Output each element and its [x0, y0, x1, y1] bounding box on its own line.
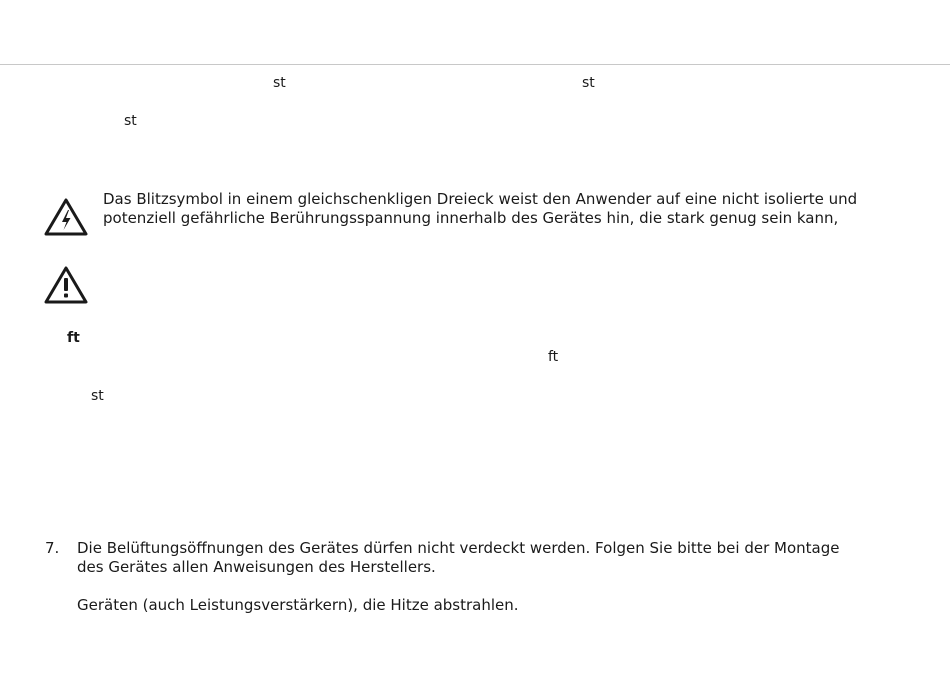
- text-fragment-ft: ft: [548, 349, 559, 365]
- lightning-warning-line-1: Das Blitzsymbol in einem gleichschenkligen Dreieck weist den Anwender auf eine nicht isolierte und: [103, 190, 858, 208]
- instruction-7-line-2: des Gerätes allen Anweisungen des Herstellers.: [77, 558, 436, 576]
- header-divider: [0, 64, 950, 65]
- text-fragment-st-4: st: [91, 388, 104, 404]
- instruction-7-line-1: Die Belüftungsöffnungen des Gerätes dürfen nicht verdeckt werden. Folgen Sie bitte bei der Montage: [77, 539, 840, 557]
- lightning-warning-line-2: potenziell gefährliche Berührungsspannung innerhalb des Gerätes hin, die stark genug sein kann,: [103, 209, 839, 227]
- text-fragment-ft-bold: ft: [67, 330, 80, 346]
- list-item-number-7: 7.: [45, 539, 60, 557]
- text-fragment-st-3: st: [124, 113, 137, 129]
- lightning-triangle-icon: [43, 197, 89, 237]
- text-fragment-st-2: st: [582, 75, 595, 91]
- text-fragment-st-1: st: [273, 75, 286, 91]
- instruction-8-line-1: Geräten (auch Leistungsverstärkern), die Hitze abstrahlen.: [77, 596, 519, 614]
- exclamation-triangle-icon: [43, 265, 89, 305]
